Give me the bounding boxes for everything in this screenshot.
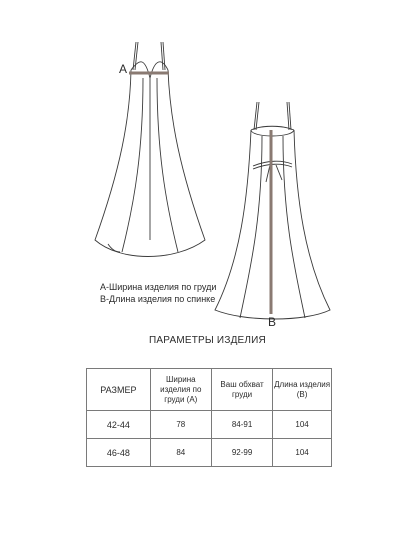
legend-b: В-Длина изделия по спинке xyxy=(100,294,216,304)
size-table xyxy=(86,368,332,467)
marker-a: A xyxy=(119,62,128,76)
measurement-legend xyxy=(100,281,216,305)
table-row xyxy=(87,439,332,467)
cell-length: 104 xyxy=(273,411,332,439)
table-title: ПАРАМЕТРЫ ИЗДЕЛИЯ xyxy=(149,335,266,346)
cell-size: 46-48 xyxy=(87,439,151,467)
cell-length: 104 xyxy=(273,439,332,467)
header-size: РАЗМЕР xyxy=(87,369,151,411)
table-header-row xyxy=(87,369,332,411)
table-row xyxy=(87,411,332,439)
header-chest-width: Ширина изделия по груди (А) xyxy=(150,369,211,411)
marker-b: B xyxy=(268,315,277,329)
cell-bust: 92-99 xyxy=(211,439,272,467)
cell-chest-width: 78 xyxy=(150,411,211,439)
header-bust: Ваш обхват груди xyxy=(211,369,272,411)
cell-chest-width: 84 xyxy=(150,439,211,467)
header-length: Длина изделия (В) xyxy=(273,369,332,411)
cell-bust: 84-91 xyxy=(211,411,272,439)
legend-a: А-Ширина изделия по груди xyxy=(100,282,217,292)
cell-size: 42-44 xyxy=(87,411,151,439)
